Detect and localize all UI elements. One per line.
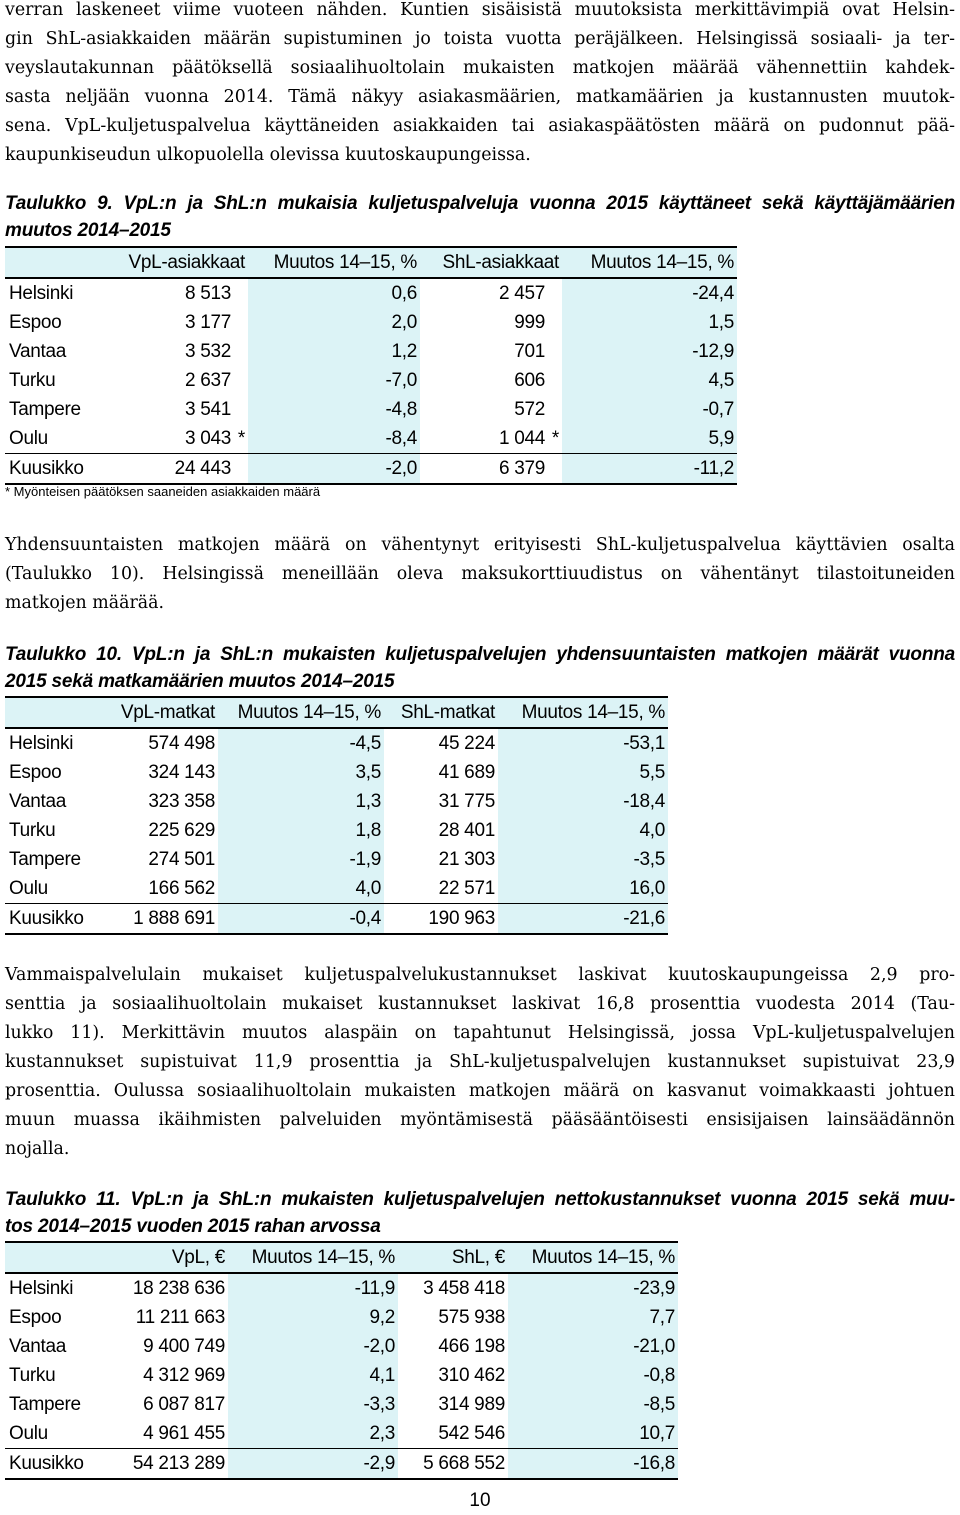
table9-vpl-cell-value: 3 177 [184, 312, 231, 333]
table9-header-city [5, 247, 91, 278]
table9-city-cell-value: Helsinki [9, 283, 74, 304]
table11-shl-cell [398, 1449, 508, 1480]
table10-shl-cell-value: 28 401 [438, 820, 495, 841]
table9-vpl-cell [91, 337, 248, 366]
table10-shl-cell-value: 22 571 [438, 878, 495, 899]
table9-shl-change-cell [562, 278, 737, 308]
table9-shl-change-cell-value: -11,2 [693, 458, 734, 479]
table9-city-cell-value: Tampere [9, 399, 81, 420]
table9-shl-cell [420, 424, 562, 454]
table10-city-cell-value: Tampere [9, 849, 81, 870]
table9-shl-cell-value: 606 [514, 370, 545, 391]
table11-city-cell-value: Kuusikko [9, 1453, 84, 1474]
table9-shl-cell [420, 278, 562, 308]
table11-row-turku [5, 1361, 678, 1390]
table11-shl-change-cell-value: 10,7 [639, 1423, 675, 1444]
table9-vpl-cell [91, 454, 248, 485]
table9-shl-change-cell-value: 1,5 [708, 312, 734, 333]
table9-row-helsinki [5, 278, 737, 308]
table10-shl-change-cell-value: 5,5 [639, 762, 665, 783]
table11-shl-cell [398, 1361, 508, 1390]
table11-shl-change-cell-value: 7,7 [649, 1307, 675, 1328]
table10-shl-cell [384, 845, 498, 874]
paragraph-3 [5, 961, 955, 1164]
table11-city-cell-value: Turku [9, 1365, 56, 1386]
table10-city-cell-value: Vantaa [9, 791, 67, 812]
table11-vpl-cell-value: 6 087 817 [143, 1394, 225, 1415]
table11-vpl-change-cell [228, 1332, 398, 1361]
table11-header-city [5, 1242, 98, 1273]
table9-vpl-change-cell [248, 395, 420, 424]
table10-vpl-cell-value: 324 143 [148, 762, 215, 783]
table9-vpl-change-cell [248, 366, 420, 395]
table11-caption [5, 1186, 955, 1240]
table10-shl-change-cell [498, 758, 668, 787]
table11-city-cell-value: Espoo [9, 1307, 62, 1328]
table11-shl-cell-value: 310 462 [438, 1365, 505, 1386]
table10-vpl-change-cell-value: 1,3 [355, 791, 381, 812]
table11-header-vpl: VpL, € [98, 1242, 228, 1273]
table10-vpl-cell-value: 225 629 [148, 820, 215, 841]
table10-shl-cell [384, 904, 498, 935]
table9-shl-cell-value: 6 379 [498, 458, 545, 479]
table9-vpl-cell [91, 424, 248, 454]
page-number: 10 [469, 1490, 491, 1511]
table11-vpl-cell [98, 1361, 228, 1390]
table9-vpl-change-cell-value: 2,0 [391, 312, 417, 333]
table9-vpl-cell-value: 3 532 [184, 341, 231, 362]
table9-shl-change-cell [562, 424, 737, 454]
table9-shl-change-cell [562, 337, 737, 366]
table10-vpl-change-cell-value: 3,5 [355, 762, 381, 783]
table11-shl-cell [398, 1419, 508, 1449]
table10-city-cell-value: Oulu [9, 878, 48, 899]
table9-shl-cell-value: 1 044 [498, 428, 545, 449]
table10-row-helsinki [5, 728, 668, 758]
table11-shl-change-cell-value: -16,8 [633, 1453, 675, 1474]
table10-city-cell [5, 816, 98, 845]
table11-header-vpl-change: Muutos 14–15, % [228, 1242, 398, 1273]
table10-shl-cell-value: 21 303 [438, 849, 495, 870]
table9-shl-cell [420, 337, 562, 366]
caption-line: 2015 sekä matkamäärien muutos 2014–2015 [5, 671, 395, 692]
table9-city-cell [5, 395, 91, 424]
table9-shl-change-cell [562, 366, 737, 395]
table11-shl-change-cell-value: -0,8 [643, 1365, 675, 1386]
table9-vpl-change-cell [248, 308, 420, 337]
caption-line: tos 2014–2015 vuoden 2015 rahan arvossa [5, 1216, 381, 1237]
table10-row-oulu [5, 874, 668, 904]
table9-row-tampere [5, 395, 737, 424]
table10-shl-cell-value: 41 689 [438, 762, 495, 783]
table9-city-cell-value: Kuusikko [9, 458, 84, 479]
table11-shl-cell [398, 1390, 508, 1419]
table11-vpl-change-cell-value: -3,3 [363, 1394, 395, 1415]
table11-vpl-change-cell [228, 1449, 398, 1480]
table11-header-shl-change: Muutos 14–15, % [508, 1242, 678, 1273]
table11-shl-cell-value: 314 989 [438, 1394, 505, 1415]
table9-city-cell-value: Vantaa [9, 341, 67, 362]
table11-vpl-cell [98, 1419, 228, 1449]
table11-vpl-change-cell [228, 1390, 398, 1419]
table10-shl-change-cell-value: -53,1 [623, 733, 665, 754]
table11-vpl-cell [98, 1273, 228, 1303]
table9-header-shl-change: Muutos 14–15, % [562, 247, 737, 278]
table11-vpl-change-cell [228, 1361, 398, 1390]
table9-shl-change-cell-value: 5,9 [708, 428, 734, 449]
table11-shl-cell [398, 1332, 508, 1361]
table9-shl-cell [420, 366, 562, 395]
caption-line: Taulukko 10. VpL:n ja ShL:n mukaisten kuljetuspalvelujen yhdensuuntaisten matkojen määrät vuonna [5, 644, 955, 665]
table9-row-kuusikko [5, 454, 737, 485]
paragraph-2 [5, 531, 955, 618]
text-line: verran laskeneet viime vuoteen nähden. Kuntien sisäisistä muutoksista merkittävimpiä ovat Helsin- [5, 0, 955, 20]
table9-shl-cell-value: 2 457 [498, 283, 545, 304]
text-line: sasta neljään vuonna 2014. Tämä näkyy asiakasmäärien, matkamäärien ja kustannusten muutok- [5, 87, 955, 107]
text-line: (Taulukko 10). Helsingissä meneillään oleva maksukorttiuudistus on vähentänyt tilastoituneiden [5, 564, 955, 584]
table9-vpl-cell [91, 395, 248, 424]
table11-vpl-cell [98, 1449, 228, 1480]
text-line: veyslautakunnan päätöksellä sosiaalihuoltolain mukaisten matkojen määrää vähennettiin kahdek- [5, 58, 955, 78]
table11-vpl-cell [98, 1390, 228, 1419]
table10-shl-change-cell [498, 904, 668, 935]
table10-vpl-change-cell [218, 787, 384, 816]
table10-shl-cell-value: 31 775 [438, 791, 495, 812]
table11-header-shl: ShL, € [398, 1242, 508, 1273]
table9-vpl-change-cell-value: 1,2 [391, 341, 417, 362]
table11-vpl-cell [98, 1332, 228, 1361]
table11-vpl-cell-value: 9 400 749 [143, 1336, 225, 1357]
table11-city-cell [5, 1303, 98, 1332]
text-line: matkojen määrää. [5, 593, 165, 613]
table9-vpl-cell-value: 3 043 [184, 428, 231, 449]
table10-shl-change-cell [498, 787, 668, 816]
text-line: lukko 11). Merkittävin muutos alaspäin on tapahtunut Helsingissä, jossa VpL-kuljetuspalvelujen [5, 1023, 955, 1043]
table9-vpl-change-cell-value: -2,0 [385, 458, 417, 479]
text-line: gin ShL-asiakkaiden määrän supistuminen jo toista vuotta peräjälkeen. Helsingissä sosiaali- ja ter- [5, 29, 955, 49]
table10-vpl-change-cell [218, 758, 384, 787]
table11-city-cell-value: Vantaa [9, 1336, 67, 1357]
footnote-asterisk: * [237, 428, 245, 449]
table10-header-shl-change: Muutos 14–15, % [498, 697, 668, 728]
table10-shl-change-cell [498, 728, 668, 758]
table9-vpl-cell-value: 3 541 [184, 399, 231, 420]
table11-vpl-change-cell-value: -2,0 [363, 1336, 395, 1357]
table10-header-vpl: VpL-matkat [98, 697, 218, 728]
table9-city-cell-value: Oulu [9, 428, 48, 449]
table11-city-cell-value: Oulu [9, 1423, 48, 1444]
table9-shl-cell [420, 395, 562, 424]
table10-vpl-cell [98, 845, 218, 874]
table9-row-espoo [5, 308, 737, 337]
text-line: nojalla. [5, 1139, 70, 1159]
table10-row-turku [5, 816, 668, 845]
table10-vpl-change-cell-value: 1,8 [355, 820, 381, 841]
table10-vpl-cell [98, 904, 218, 935]
table9-vpl-change-cell-value: 0,6 [391, 283, 417, 304]
table11 [5, 1241, 678, 1480]
table11-shl-change-cell [508, 1449, 678, 1480]
table10-vpl-cell-value: 166 562 [148, 878, 215, 899]
table11-row-helsinki [5, 1273, 678, 1303]
table10-body [5, 728, 668, 934]
table9-shl-cell [420, 454, 562, 485]
table9-vpl-cell-value: 24 443 [174, 458, 231, 479]
table10-city-cell [5, 787, 98, 816]
intro-paragraph [5, 0, 955, 170]
table10-shl-cell [384, 787, 498, 816]
footnote-asterisk: * [551, 428, 559, 449]
table10-shl-cell [384, 874, 498, 904]
table11-vpl-cell-value: 11 211 663 [135, 1307, 225, 1328]
table10-city-cell [5, 728, 98, 758]
table9-city-cell-value: Turku [9, 370, 56, 391]
table9-city-cell [5, 337, 91, 366]
table10-header-vpl-change: Muutos 14–15, % [218, 697, 384, 728]
table10-vpl-cell [98, 874, 218, 904]
table11-vpl-cell-value: 4 312 969 [143, 1365, 225, 1386]
table11-vpl-cell-value: 18 238 636 [132, 1278, 225, 1299]
table10-shl-cell-value: 45 224 [438, 733, 495, 754]
table10-row-espoo [5, 758, 668, 787]
table11-shl-cell-value: 466 198 [438, 1336, 505, 1357]
table11-shl-change-cell-value: -21,0 [633, 1336, 675, 1357]
table11-shl-change-cell [508, 1273, 678, 1303]
table11-shl-cell [398, 1273, 508, 1303]
table10-header-shl: ShL-matkat [384, 697, 498, 728]
table11-city-cell-value: Helsinki [9, 1278, 74, 1299]
table11-shl-change-cell-value: -23,9 [633, 1278, 675, 1299]
table10-vpl-change-cell-value: -4,5 [349, 733, 381, 754]
table9-vpl-change-cell-value: -4,8 [385, 399, 417, 420]
table11-shl-change-cell [508, 1332, 678, 1361]
table9-city-cell [5, 308, 91, 337]
table10-vpl-cell [98, 787, 218, 816]
table9-shl-change-cell-value: -24,4 [692, 283, 734, 304]
table11-header-row [5, 1242, 678, 1273]
table9-row-oulu [5, 424, 737, 454]
table10-city-cell-value: Helsinki [9, 733, 74, 754]
text-line: Vammaispalvelulain mukaiset kuljetuspalvelukustannukset laskivat kuutoskaupungeissa 2,9 pro- [5, 965, 955, 985]
table11-row-tampere [5, 1390, 678, 1419]
table10-shl-change-cell-value: 4,0 [639, 820, 665, 841]
table9-vpl-cell [91, 366, 248, 395]
text-line: sena. VpL-kuljetuspalvelua käyttäneiden asiakkaiden tai asiakaspäätösten määrä on pudonnut pää- [5, 116, 955, 136]
table10-vpl-change-cell [218, 728, 384, 758]
table9-shl-cell-value: 572 [514, 399, 545, 420]
table10-vpl-change-cell [218, 904, 384, 935]
table10-row-tampere [5, 845, 668, 874]
table11-row-oulu [5, 1419, 678, 1449]
table10-vpl-cell-value: 323 358 [148, 791, 215, 812]
table10 [5, 696, 668, 935]
table10-vpl-change-cell-value: -0,4 [349, 908, 381, 929]
table10-shl-change-cell [498, 845, 668, 874]
caption-line: Taulukko 9. VpL:n ja ShL:n mukaisia kuljetuspalveluja vuonna 2015 käyttäneet sekä käyttäjämäärien [5, 193, 955, 214]
table11-shl-change-cell [508, 1303, 678, 1332]
table9-shl-change-cell [562, 454, 737, 485]
table9-vpl-change-cell [248, 337, 420, 366]
caption-line: muutos 2014–2015 [5, 220, 171, 241]
table10-shl-change-cell [498, 816, 668, 845]
table11-shl-change-cell [508, 1419, 678, 1449]
table10-vpl-change-cell-value: -1,9 [349, 849, 381, 870]
table9-shl-change-cell-value: 4,5 [708, 370, 734, 391]
text-line: kaupunkiseudun ulkopuolella olevissa kuutoskaupungeissa. [5, 145, 531, 165]
table10-city-cell-value: Kuusikko [9, 908, 84, 929]
table9-vpl-change-cell [248, 454, 420, 485]
table9-vpl-change-cell-value: -8,4 [385, 428, 417, 449]
table10-city-cell-value: Espoo [9, 762, 62, 783]
table11-row-kuusikko [5, 1449, 678, 1480]
table10-vpl-change-cell-value: 4,0 [355, 878, 381, 899]
table11-row-vantaa [5, 1332, 678, 1361]
table9-shl-cell-value: 701 [514, 341, 545, 362]
table9-header-row [5, 247, 737, 278]
table11-vpl-cell-value: 4 961 455 [143, 1423, 225, 1444]
table10-city-cell [5, 845, 98, 874]
table9-shl-change-cell [562, 308, 737, 337]
text-line: muun muassa ikäihmisten palveluiden myöntämisestä pääsääntöisesti ensisijaisen lainsäädännön [5, 1110, 955, 1130]
table9-city-cell [5, 366, 91, 395]
table11-shl-cell-value: 542 546 [438, 1423, 505, 1444]
table10-vpl-change-cell [218, 874, 384, 904]
table9-vpl-cell [91, 278, 248, 308]
table10-shl-change-cell [498, 874, 668, 904]
table11-vpl-cell [98, 1303, 228, 1332]
table11-vpl-change-cell-value: 2,3 [369, 1423, 395, 1444]
table11-shl-cell [398, 1303, 508, 1332]
table9-header-vpl: VpL-asiakkaat [91, 247, 248, 278]
table11-vpl-change-cell-value: 9,2 [369, 1307, 395, 1328]
table9-note: * Myönteisen päätöksen saaneiden asiakkaiden määrä [5, 484, 321, 499]
table11-city-cell [5, 1449, 98, 1480]
table10-vpl-change-cell [218, 845, 384, 874]
table9-vpl-cell-value: 8 513 [184, 283, 231, 304]
table10-city-cell [5, 874, 98, 904]
table11-city-cell [5, 1390, 98, 1419]
table9-vpl-cell-value: 2 637 [184, 370, 231, 391]
table11-shl-cell-value: 575 938 [438, 1307, 505, 1328]
text-line: senttia ja sosiaalihuoltolain mukaiset kustannukset laskivat 16,8 prosenttia vuodesta 2014 (Tau- [5, 994, 955, 1014]
table11-city-cell [5, 1419, 98, 1449]
table10-shl-cell [384, 728, 498, 758]
table10-vpl-cell-value: 1 888 691 [133, 908, 215, 929]
table11-row-espoo [5, 1303, 678, 1332]
table10-shl-cell-value: 190 963 [428, 908, 495, 929]
table9-city-cell [5, 278, 91, 308]
table11-body [5, 1273, 678, 1479]
text-line: Yhdensuuntaisten matkojen määrä on vähentynyt erityisesti ShL-kuljetuspalvelua käyttävien osalta [5, 535, 955, 555]
table9-vpl-cell [91, 308, 248, 337]
table9-shl-change-cell [562, 395, 737, 424]
table10-row-vantaa [5, 787, 668, 816]
table11-city-cell [5, 1273, 98, 1303]
table9-city-cell [5, 424, 91, 454]
table9-shl-cell [420, 308, 562, 337]
table9-shl-change-cell-value: -12,9 [692, 341, 734, 362]
table9-caption [5, 190, 955, 244]
table9-vpl-change-cell-value: -7,0 [385, 370, 417, 391]
table10-header-row [5, 697, 668, 728]
table11-city-cell [5, 1332, 98, 1361]
table10-vpl-cell [98, 816, 218, 845]
table9-city-cell [5, 454, 91, 485]
table9-header-vpl-change: Muutos 14–15, % [248, 247, 420, 278]
table10-shl-change-cell-value: -21,6 [623, 908, 665, 929]
table11-shl-change-cell [508, 1361, 678, 1390]
table10-header-city [5, 697, 98, 728]
table10-city-cell [5, 758, 98, 787]
text-line: prosenttia. Oulussa sosiaalihuoltolain mukaisten matkojen määrä on kasvanut voimakkaasti johtuen [5, 1081, 955, 1101]
table10-vpl-cell [98, 728, 218, 758]
table10-row-kuusikko [5, 904, 668, 935]
table9-shl-cell-value: 999 [514, 312, 545, 333]
table11-vpl-change-cell [228, 1273, 398, 1303]
table10-vpl-change-cell [218, 816, 384, 845]
table10-shl-change-cell-value: 16,0 [629, 878, 665, 899]
table10-shl-change-cell-value: -3,5 [633, 849, 665, 870]
text-line: kustannukset supistuivat 11,9 prosenttia ja ShL-kuljetuspalvelujen kustannukset supistuivat 23,9 [5, 1052, 955, 1072]
table10-caption [5, 641, 955, 695]
table9-vpl-change-cell [248, 278, 420, 308]
table10-vpl-cell-value: 574 498 [148, 733, 215, 754]
table11-city-cell-value: Tampere [9, 1394, 81, 1415]
table9-shl-change-cell-value: -0,7 [702, 399, 734, 420]
table9-row-vantaa [5, 337, 737, 366]
table11-shl-cell-value: 5 668 552 [423, 1453, 505, 1474]
table11-vpl-change-cell-value: -2,9 [363, 1453, 395, 1474]
table11-shl-cell-value: 3 458 418 [423, 1278, 505, 1299]
table9-city-cell-value: Espoo [9, 312, 62, 333]
table10-shl-change-cell-value: -18,4 [623, 791, 665, 812]
table10-city-cell-value: Turku [9, 820, 56, 841]
table11-vpl-change-cell [228, 1303, 398, 1332]
table9-body [5, 278, 737, 484]
table9 [5, 246, 737, 485]
table9-vpl-change-cell [248, 424, 420, 454]
table11-shl-change-cell [508, 1390, 678, 1419]
table10-shl-cell [384, 758, 498, 787]
table11-shl-change-cell-value: -8,5 [643, 1394, 675, 1415]
table10-vpl-cell [98, 758, 218, 787]
table9-row-turku [5, 366, 737, 395]
table10-shl-cell [384, 816, 498, 845]
table11-city-cell [5, 1361, 98, 1390]
table10-city-cell [5, 904, 98, 935]
caption-line: Taulukko 11. VpL:n ja ShL:n mukaisten kuljetuspalvelujen nettokustannukset vuonna 2015 sekä muu- [5, 1189, 955, 1210]
table11-vpl-change-cell-value: -11,9 [354, 1278, 395, 1299]
table11-vpl-change-cell [228, 1419, 398, 1449]
table9-header-shl: ShL-asiakkaat [420, 247, 562, 278]
table10-vpl-cell-value: 274 501 [148, 849, 215, 870]
table11-vpl-change-cell-value: 4,1 [369, 1365, 395, 1386]
table11-vpl-cell-value: 54 213 289 [132, 1453, 225, 1474]
